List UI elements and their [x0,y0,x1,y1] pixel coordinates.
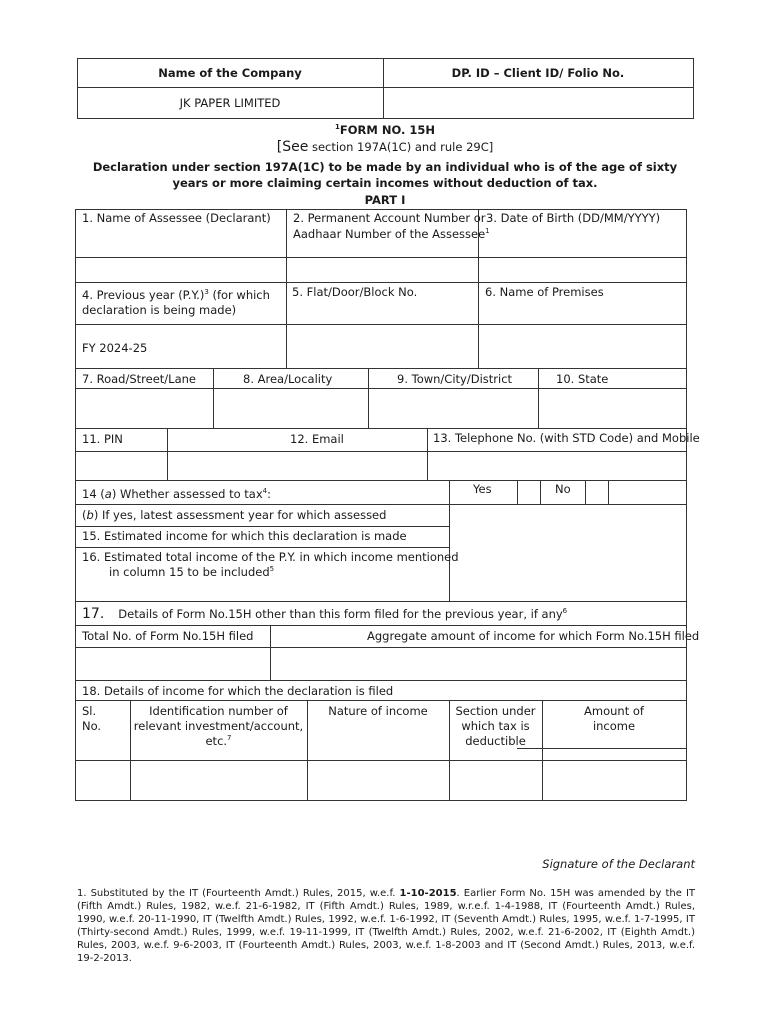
q14-prefix: 14 ( [82,487,105,501]
pan-label-line1: 2. Permanent Account Number or [293,211,486,225]
row-rule [75,800,687,801]
table-border [75,209,76,801]
assessee-name-label: 1. Name of Assessee (Declarant) [82,211,271,225]
pin-label: 11. PIN [82,432,123,446]
declaration-line-1: Declaration under section 197A(1C) to be made by an individual who is of the age of sixty [92,160,678,174]
q14-colon: : [267,487,272,501]
flat-door-label: 5. Flat/Door/Block No. [292,285,418,299]
aggregate-amount-field[interactable] [271,648,686,680]
q14-footnote-ref: 4 [262,487,268,496]
col-rule [608,480,609,505]
previous-year-value[interactable]: FY 2024-25 [82,341,148,355]
flat-door-field[interactable] [287,325,478,368]
premises-label: 6. Name of Premises [485,285,604,299]
nature-of-income-header: Nature of income [328,704,428,718]
pan-label-line2-text: Aadhaar Number of the Assessee [293,227,486,241]
part-heading: PART I [364,193,406,207]
row-rule [75,209,687,210]
pan-field[interactable] [287,258,478,282]
yes-label: Yes [473,482,492,496]
form-reference [0,140,770,155]
road-street-label: 7. Road/Street/Lane [82,372,196,386]
state-label: 10. State [556,372,609,386]
form-title [0,123,770,138]
email-field[interactable] [168,452,427,480]
section-field[interactable] [450,761,542,800]
state-field[interactable] [539,389,686,428]
row-rule [75,700,687,701]
previous-year-label-line1 [82,288,270,303]
footnote-text-pre: 1. Substituted by the IT (Fourteenth Amdt.) Rules, 2015, w.e.f. [77,888,400,899]
assessment-year-label [82,508,386,523]
header-rule [77,118,694,119]
sl-no-header-2: No. [82,719,102,733]
q17-text: Details of Form No.15H other than this form filed for the previous year, if any [118,607,563,621]
total-income-label-line1: 16. Estimated total income of the P.Y. in which income mentioned [82,550,459,564]
amount-header-1: Amount of [584,704,644,718]
footnote [77,887,695,965]
nature-of-income-field[interactable] [308,761,449,800]
col-rule [540,480,541,505]
q14-text: ) Whether assessed to tax [111,487,263,501]
amount-header-2: income [592,719,636,733]
footnote-text-post: . Earlier Form No. 15H was amended by the IT (Fifth Amdt.) Rules, 1982, w.e.f. 21-6-1982, IT (Fifth Amdt.) Rules, 1989, w.r.e.f. 1-4-1988, IT (Fourteenth Amdt.) Rules, 1990, w.e.f. 20-11-1990, IT (Twelfth Amdt.) Rules, 1992, w.e.f. 1-6-1992, IT (Seventh Amdt.) Rules, 1995, w.e.f. 1-7-1995, IT (Thirty-second Amdt.) Rules, 1999, w.e.f. 19-11-1999, IT (Twelfth Amdt.) Rules, 2002, w.e.f. 21-6-2002, IT (Eighth Amdt.) Rules, 2003, w.e.f. 9-6-2003, IT (Fourteenth Amdt.) Rules, 2003, w.e.f. 1-8-2003 and IT (Second Amdt.) Rules, 2013, w.e.f. 19-2-2013. [77,888,695,964]
previous-year-label-line2: declaration is being made) [82,303,237,317]
q14-letter: a [104,487,112,501]
premises-field[interactable] [479,325,686,368]
identification-footnote-ref: 7 [227,734,232,743]
row-rule [75,282,687,283]
total-forms-field[interactable] [76,648,270,680]
q17-label [82,607,567,622]
row-rule [75,526,449,527]
footnote-ref: 1 [335,123,340,132]
q14b-prefix: ( [82,508,87,522]
company-name-value: JK PAPER LIMITED [179,96,281,110]
pan-label-line2 [293,227,490,242]
form-title-text: FORM NO. 15H [339,123,435,137]
total-income-footnote-ref: 5 [269,565,275,574]
no-label: No [555,482,571,496]
dob-field[interactable] [479,258,686,282]
pan-footnote-ref: 1 [485,227,490,236]
assessee-name-field[interactable] [76,258,286,282]
q14b-text: ) If yes, latest assessment year for which assessed [93,508,387,522]
q17-number: 17. [82,606,105,622]
total-income-label-line2 [109,565,274,580]
email-label: 12. Email [290,432,344,446]
pin-field[interactable] [76,452,167,480]
section-header-1: Section under [455,704,536,718]
aggregate-amount-label: Aggregate amount of income for which Form No.15H filed [367,629,700,643]
income-values-field[interactable] [450,505,686,601]
previous-year-footnote-ref: 3 [204,288,209,297]
sl-no-field[interactable] [76,761,130,800]
row-rule [75,368,687,369]
header-rule [77,58,694,59]
identification-field[interactable] [131,761,307,800]
section-header-2: which tax is [461,719,530,733]
no-checkbox[interactable] [586,481,608,504]
dob-label: 3. Date of Birth (DD/MM/YYYY) [486,211,661,225]
assessed-to-tax-label [82,487,271,502]
previous-year-label-text: 4. Previous year (P.Y.) [82,288,205,302]
row-rule [75,601,687,602]
yes-checkbox[interactable] [518,481,540,504]
area-locality-field[interactable] [214,389,368,428]
telephone-label: 13. Telephone No. (with STD Code) and Mobile [433,431,700,445]
telephone-field[interactable] [428,452,686,480]
q14b-letter: b [86,508,94,522]
signature-label: Signature of the Declarant [542,857,695,871]
row-rule [75,680,687,681]
total-income-label-line2-text: in column 15 to be included [109,565,270,579]
q17-footnote-ref: 6 [562,607,568,616]
dp-client-id-field[interactable] [384,88,693,118]
area-locality-label: 8. Area/Locality [243,372,333,386]
identification-header-3-text: etc. [205,734,228,748]
dp-client-id-label: DP. ID – Client ID/ Folio No. [451,66,625,80]
footnote-date: 1-10-2015 [399,888,457,899]
identification-header-2: relevant investment/account, [133,719,304,733]
header-rule [693,58,694,119]
total-forms-label: Total No. of Form No.15H filed [82,629,254,643]
amount-field[interactable] [543,761,686,800]
row-rule [75,625,687,626]
road-street-field[interactable] [76,389,213,428]
town-city-label: 9. Town/City/District [397,372,513,386]
row-rule [75,547,449,548]
see-rest: section 197A(1C) and rule 29C] [308,140,494,154]
declaration-line-2: years or more claiming certain incomes without deduction of tax. [172,176,598,190]
previous-year-label-text-2: (for which [208,288,270,302]
company-name-label: Name of the Company [158,66,302,80]
identification-header-3 [130,734,307,749]
town-city-field[interactable] [369,389,538,428]
q18-label: 18. Details of income for which the declaration is filed [82,684,394,698]
estimated-income-label: 15. Estimated income for which this declaration is made [82,529,407,543]
section-header-3: deductible [465,734,526,748]
see-prefix: [See [276,139,309,155]
identification-header-1: Identification number of [149,704,288,718]
table-border [686,209,687,801]
sl-no-header-1: Sl. [82,704,97,718]
